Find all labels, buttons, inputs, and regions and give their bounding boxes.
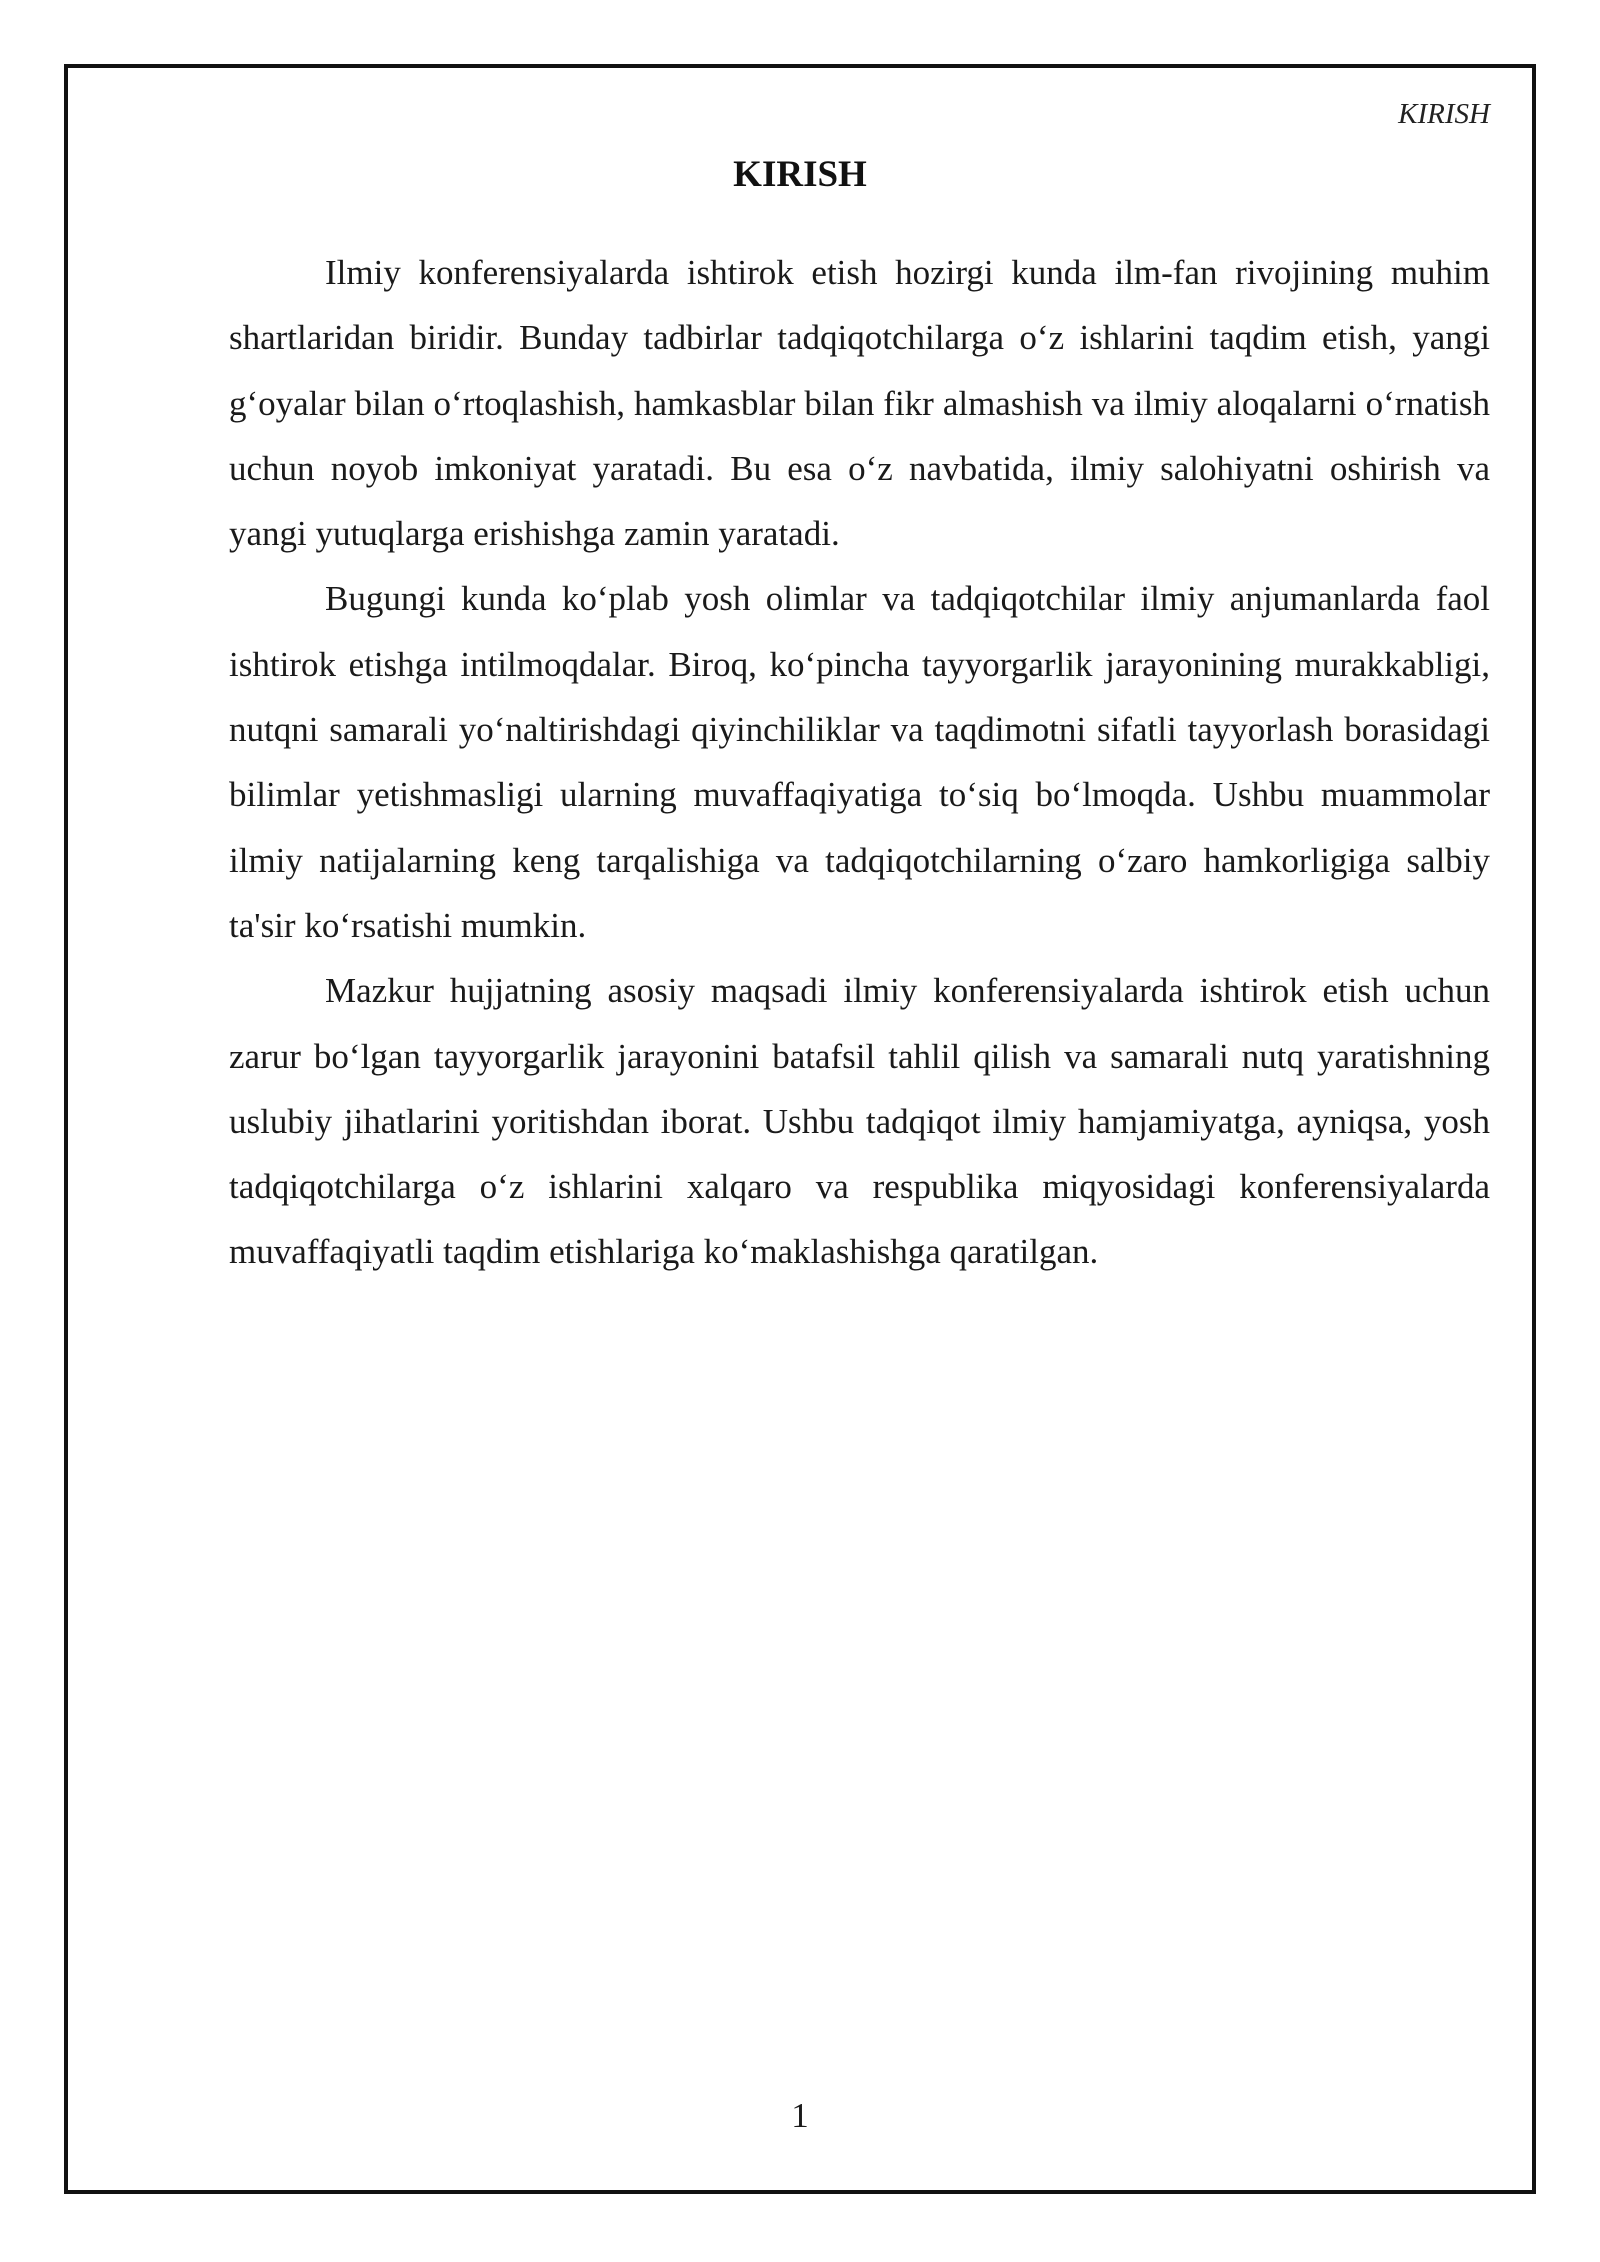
paragraph-1: Ilmiy konferensiyalarda ishtirok etish hozirgi kunda ilm-fan rivojining muhim shartlaridan biridir. Bunday tadbirlar tadqiqotchilarga o‘z ishlarini taqdim etish, yangi g‘oyalar bilan o‘rtoqlashish, hamkasblar bilan fikr almashish va ilmiy aloqalarni o‘rnatish uchun noyob imkoniyat yaratadi. Bu esa o‘z navbatida, ilmiy salohiyatni oshirish va yangi yutuqlarga erishishga zamin yaratadi. (229, 253, 1490, 554)
paragraph-3: Mazkur hujjatning asosiy maqsadi ilmiy konferensiyalarda ishtirok etish uchun zarur bo‘lgan tayyorgarlik jarayonini batafsil tahlil qilish va samarali nutq yaratishning uslubiy jihatlarini yoritishdan iborat. Ushbu tadqiqot ilmiy hamjamiyatga, ayniqsa, yosh tadqiqotchilarga o‘z ishlarini xalqaro va respublika miqyosidagi konferensiyalarda muvaffaqiyatli taqdim etishlariga ko‘maklashishga qaratilgan. (229, 971, 1490, 1272)
paragraph-2: Bugungi kunda ko‘plab yosh olimlar va tadqiqotchilar ilmiy anjumanlarda faol ishtirok etishga intilmoqdalar. Biroq, ko‘pincha tayyorgarlik jarayonining murakkabligi, nutqni samarali yo‘naltirishdagi qiyinchiliklar va taqdimotni sifatli tayyorlash borasidagi bilimlar yetishmasligi ularning muvaffaqiyatiga to‘siq bo‘lmoqda. Ushbu muammolar ilmiy natijalarning keng tarqalishiga va tadqiqotchilarning o‘zaro hamkorligiga salbiy ta'sir ko‘rsatishi mumkin. (229, 579, 1490, 945)
page-title: KIRISH (733, 154, 867, 195)
body-text (229, 240, 1490, 1285)
page-number: 1 (791, 2096, 809, 2135)
running-header: KIRISH (1398, 98, 1490, 130)
